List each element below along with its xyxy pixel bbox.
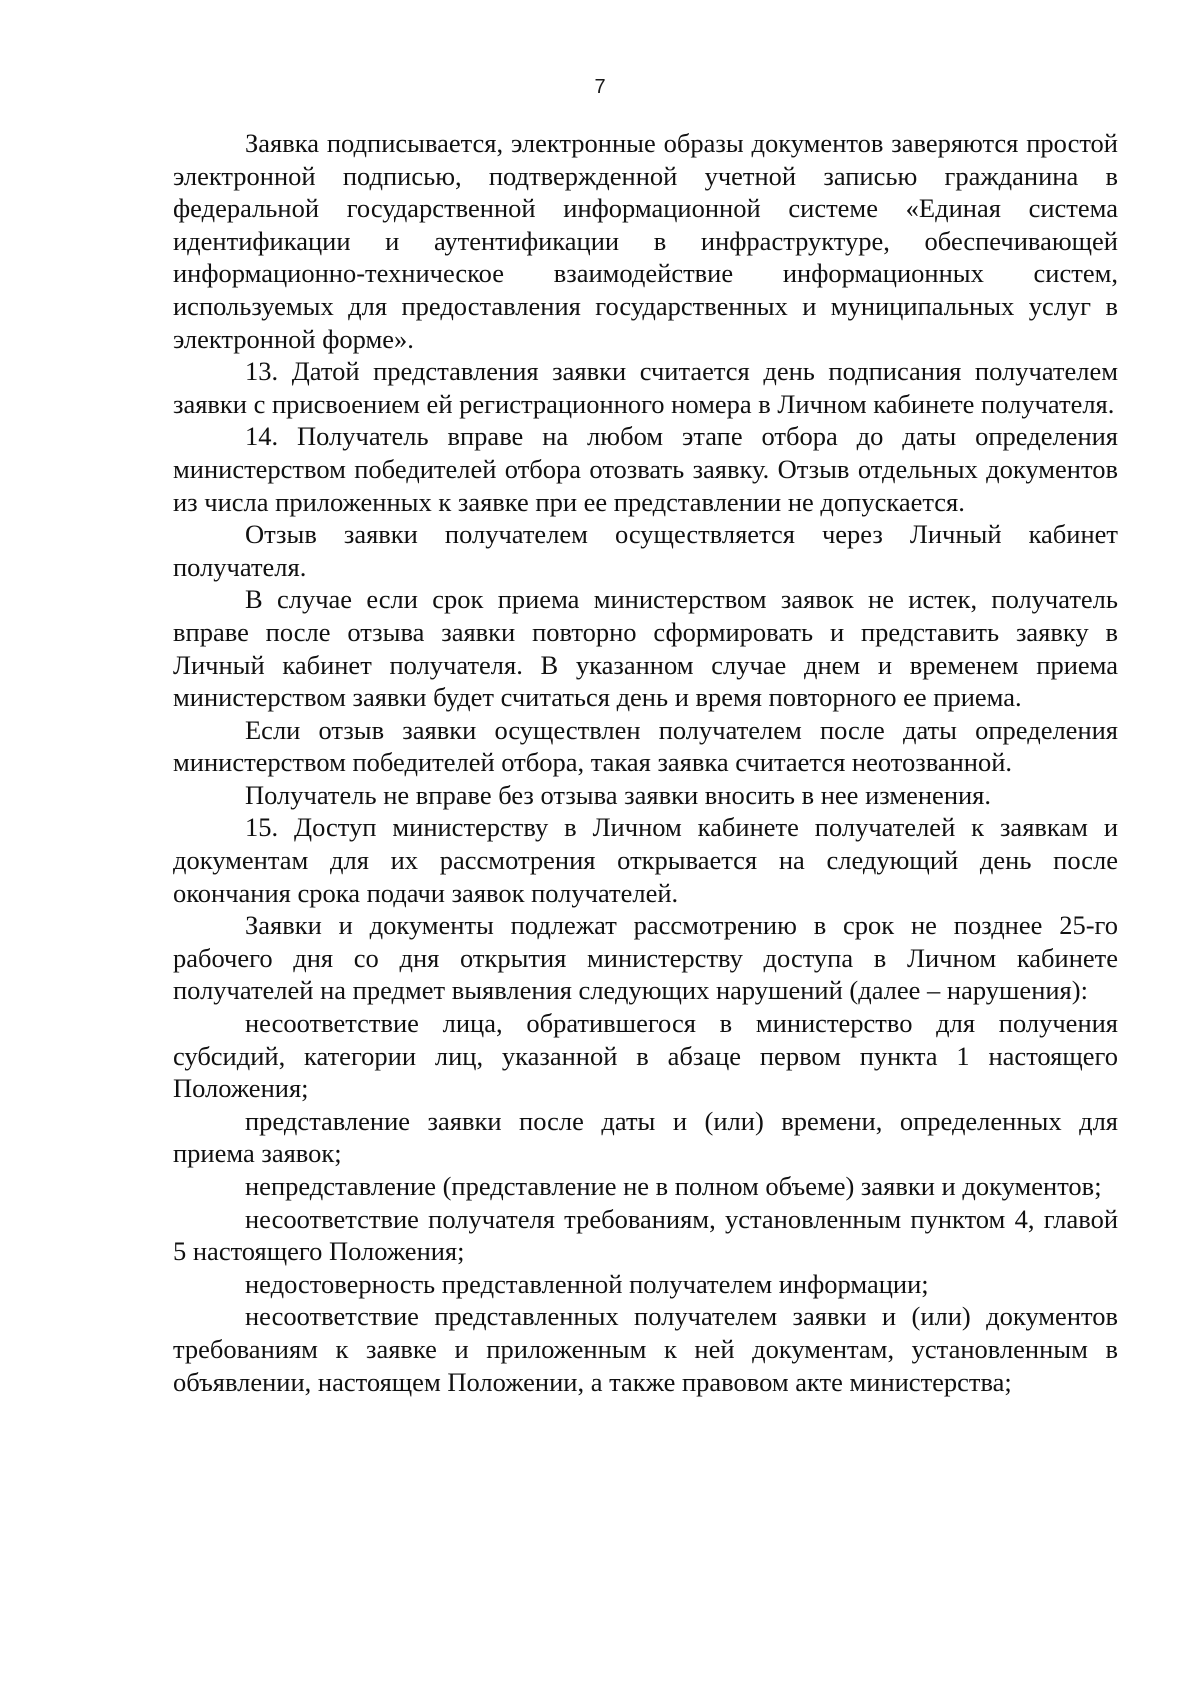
document-body [173, 127, 1118, 1398]
paragraph: несоответствие лица, обратившегося в министерство для получения субсидий, категории лиц, указанной в абзаце первом пункта 1 настоящего Положения; [173, 1008, 1118, 1104]
paragraph: Заявка подписывается, электронные образы документов заверяются простой электронной подписью, подтвержденной учетной записью гражданина в федеральной государственной информационной системе «Единая система идентификации и аутентификации в инфраструктуре, обеспечивающей информационно-техническое взаимодействие информационных систем, используемых для предоставления государственных и муниципальных услуг в электронной форме». [173, 128, 1118, 354]
paragraph: Если отзыв заявки осуществлен получателем после даты определения министерством победителей отбора, такая заявка считается неотозванной. [173, 714, 1118, 778]
page-number: 7 [594, 76, 606, 98]
paragraph: недостоверность представленной получателем информации; [245, 1268, 929, 1299]
paragraph: Получатель не вправе без отзыва заявки вносить в нее изменения. [245, 779, 991, 810]
paragraph: несоответствие получателя требованиям, установленным пунктом 4, главой 5 настоящего Положения; [173, 1203, 1118, 1267]
paragraph: Заявки и документы подлежат рассмотрению в срок не позднее 25-го рабочего дня со дня открытия министерству доступа в Личном кабинете получателей на предмет выявления следующих нарушений (далее – нарушения): [173, 910, 1118, 1006]
paragraph: В случае если срок приема министерством заявок не истек, получатель вправе после отзыва заявки повторно сформировать и представить заявку в Личный кабинет получателя. В указанном случае днем и временем приема министерством заявки будет считаться день и время повторного ее приема. [173, 584, 1118, 713]
paragraph: 14. Получатель вправе на любом этапе отбора до даты определения министерством победителей отбора отозвать заявку. Отзыв отдельных документов из числа приложенных к заявке при ее представлении не допускается. [173, 421, 1118, 517]
paragraph: 15. Доступ министерству в Личном кабинете получателей к заявкам и документам для их рассмотрения открывается на следующий день после окончания срока подачи заявок получателей. [173, 812, 1118, 908]
paragraph: 13. Датой представления заявки считается день подписания получателем заявки с присвоением ей регистрационного номера в Личном кабинете получателя. [173, 356, 1118, 419]
paragraph: представление заявки после даты и (или) времени, определенных для приема заявок; [173, 1105, 1118, 1169]
paragraph: Отзыв заявки получателем осуществляется через Личный кабинет получателя. [173, 519, 1118, 582]
paragraph: непредставление (представление не в полном объеме) заявки и документов; [245, 1171, 1102, 1201]
paragraph: несоответствие представленных получателем заявки и (или) документов требованиям к заявке и приложенным к ней документам, установленным в объявлении, настоящем Положении, а также правовом акте министерства; [173, 1301, 1118, 1397]
